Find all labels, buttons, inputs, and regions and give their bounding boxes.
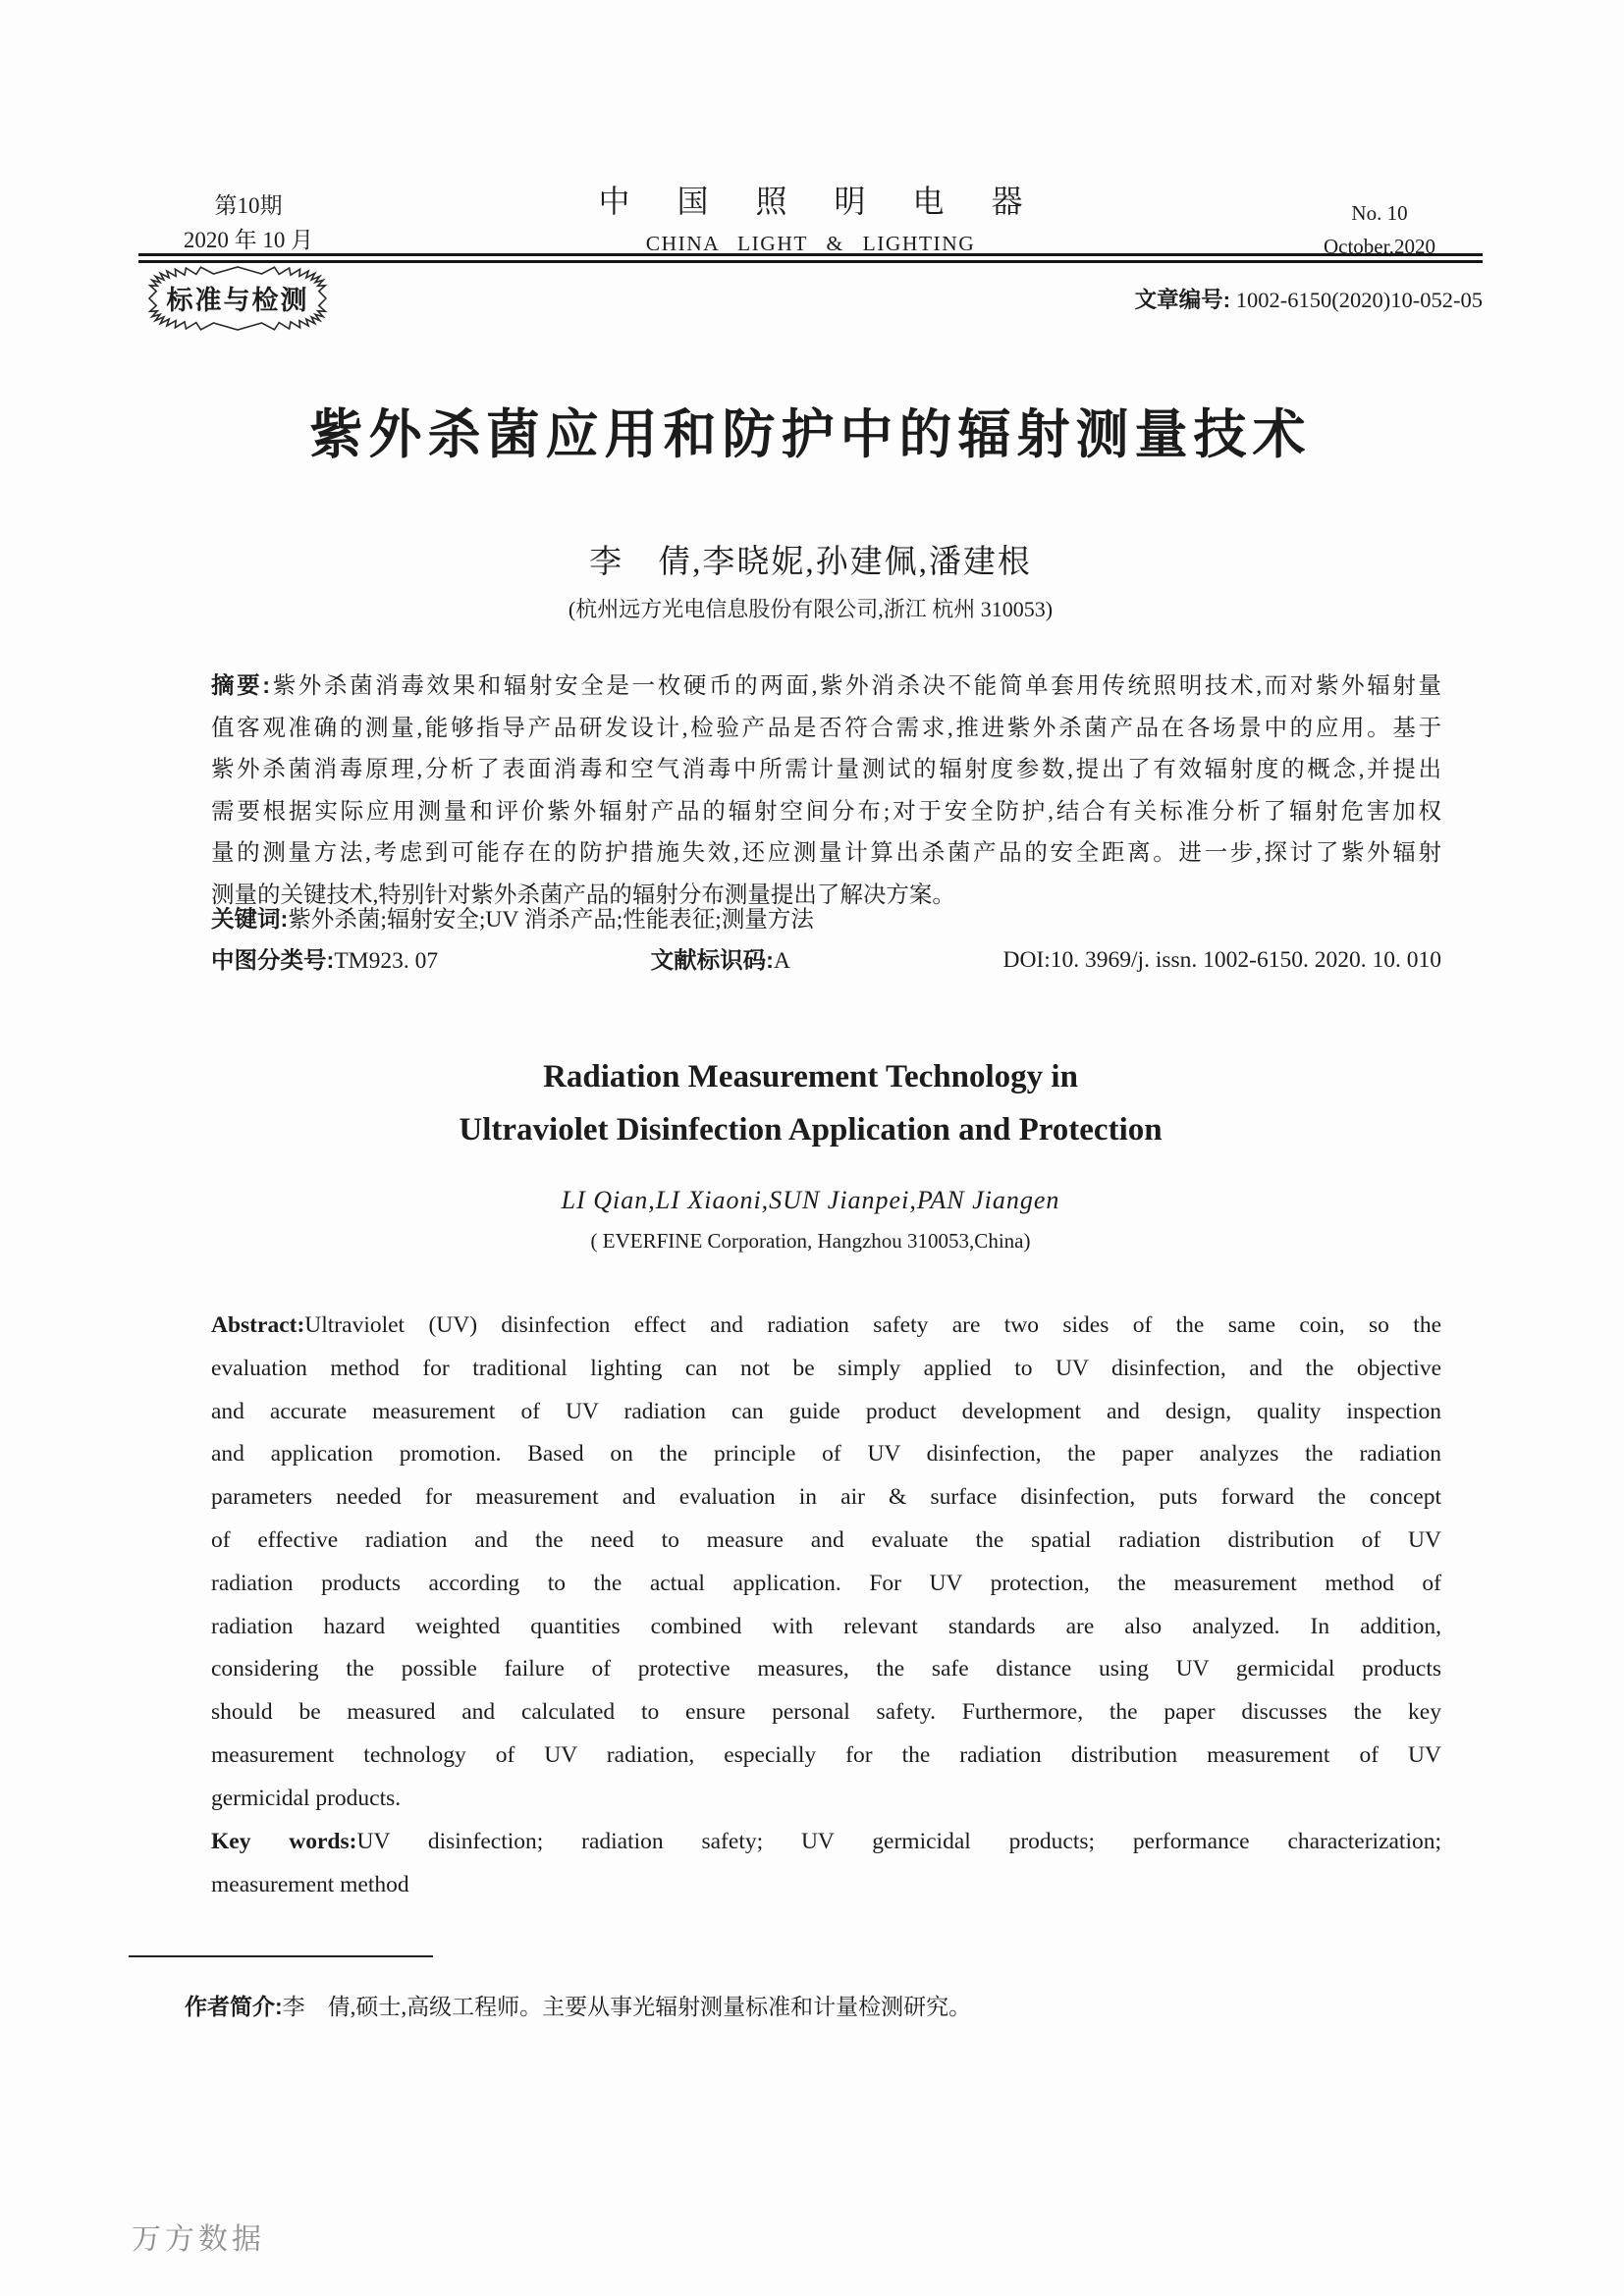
author-bio — [185, 1989, 971, 2021]
section-badge — [143, 263, 332, 334]
abstract-cn-first-line: 紫外杀菌消毒效果和辐射安全是一枚硬币的两面,紫外消杀决不能简单套用传统照明技术,而对紫外辐射量 — [270, 673, 1442, 699]
abstract-cn-line: 量的测量方法,考虑到可能存在的防护措施失效,还应测量计算出杀菌产品的安全距离。进一步,探讨了紫外辐射 — [211, 840, 1441, 866]
abstract-en-last-line: germicidal products. — [211, 1785, 402, 1811]
paper-title-cn: 紫外杀菌应用和防护中的辐射测量技术 — [309, 405, 1312, 464]
abstract-en-line: parameters needed for measurement and evaluation in air & surface disinfection, puts forward the concept — [211, 1484, 1441, 1511]
keywords-cn — [211, 898, 1441, 941]
abstract-en-lines — [211, 1348, 1441, 1778]
clc-label: 中图分类号: — [211, 947, 335, 973]
issue-number-en: No. 10 — [1351, 201, 1408, 225]
keywords-en-first-line: UV disinfection; radiation safety; UV germicidal products; performance characterization; — [356, 1829, 1442, 1854]
affiliation-cn: (杭州远方光电信息股份有限公司,浙江 杭州 310053) — [568, 597, 1054, 621]
abstract-en-line: evaluation method for traditional lighting can not be simply applied to UV disinfection, and the objective — [211, 1355, 1441, 1381]
issue-date-en: October,2020 — [1323, 235, 1436, 258]
abstract-cn-line: 值客观准确的测量,能够指导产品研发设计,检验产品是否符合需求,推进紫外杀菌产品在各场景中的应用。基于 — [211, 715, 1441, 741]
document-code — [651, 939, 790, 983]
paper-title-en-line2: Ultraviolet Disinfection Application and Protection — [459, 1112, 1163, 1148]
abstract-cn — [211, 665, 1441, 916]
paper-title-en-line1: Radiation Measurement Technology in — [543, 1059, 1078, 1095]
abstract-cn-line: 紫外杀菌消毒原理,分析了表面消毒和空气消毒中所需计量测试的辐射度参数,提出了有效辐射度的概念,并提出 — [211, 757, 1441, 782]
doc-code-label: 文献标识码: — [650, 947, 774, 973]
affiliation-en: ( EVERFINE Corporation, Hangzhou 310053,China) — [590, 1229, 1031, 1253]
section-badge-label: 标准与检测 — [166, 285, 309, 315]
clc-number — [211, 939, 438, 983]
abstract-en-first-line: Ultraviolet (UV) disinfection effect and radiation safety are two sides of the same coin, so the — [304, 1312, 1441, 1338]
masthead-journal — [138, 179, 1483, 263]
keywords-cn-value: 紫外杀菌;辐射安全;UV 消杀产品;性能表征;测量方法 — [288, 907, 814, 933]
keywords-cn-label: 关键词: — [211, 906, 289, 932]
keywords-en-last-line: measurement method — [211, 1871, 409, 1897]
abstract-en-line: radiation products according to the actual application. For UV protection, the measurement method of — [211, 1570, 1441, 1596]
journal-title-cn: 中国照明电器 — [598, 184, 1070, 219]
abstract-en-line: measurement technology of UV radiation, especially for the radiation distribution measurement of UV — [211, 1741, 1441, 1768]
masthead-double-rule — [138, 253, 1483, 263]
abstract-en-line: and application promotion. Based on the principle of UV disinfection, the paper analyzes the radiation — [211, 1441, 1441, 1468]
article-id-label: 文章编号: — [1134, 288, 1231, 312]
keywords-en-line — [211, 1821, 1441, 1864]
authors-en: LI Qian,LI Xiaoni,SUN Jianpei,PAN Jiangen — [561, 1186, 1060, 1214]
abstract-en-line: radiation hazard weighted quantities combined with relevant standards are also analyzed. In addition, — [211, 1613, 1441, 1639]
abstract-cn-line: 需要根据实际应用测量和评价紫外辐射产品的辐射空间分布;对于安全防护,结合有关标准分析了辐射危害加权 — [211, 798, 1441, 825]
footnote-rule — [129, 1955, 433, 1957]
issue-number-cn: 第10期 — [214, 193, 283, 218]
abstract-cn-last-line: 测量的关键技术,特别针对紫外杀菌产品的辐射分布测量提出了解决方案。 — [211, 881, 955, 908]
doi: DOI:10. 3969/j. issn. 1002-6150. 2020. 10. 010 — [1002, 947, 1441, 973]
issue-date-cn: 2020 年 10 月 — [183, 228, 314, 252]
journal-title-en: CHINA LIGHT & LIGHTING — [645, 232, 976, 255]
clc-value: TM923. 07 — [334, 948, 439, 974]
abstract-cn-line — [211, 665, 1441, 708]
abstract-en-label: Abstract: — [211, 1312, 305, 1338]
abstract-en-line: and accurate measurement of UV radiation can guide product development and design, quality inspection — [211, 1398, 1441, 1424]
abstract-en-line: of effective radiation and the need to measure and evaluate the spatial radiation distribution of UV — [211, 1526, 1441, 1553]
paper-title-en — [138, 1050, 1483, 1156]
authors-cn: 李 倩,李晓妮,孙建佩,潘建根 — [589, 545, 1032, 580]
article-id-value: 1002-6150(2020)10-052-05 — [1235, 288, 1483, 312]
doc-code-value: A — [773, 948, 790, 974]
keywords-en — [211, 1821, 1441, 1907]
abstract-en — [211, 1305, 1441, 1821]
article-id — [1135, 283, 1483, 314]
abstract-cn-label: 摘要: — [211, 672, 271, 698]
abstract-cn-lines — [211, 708, 1441, 875]
author-bio-value: 李 倩,硕士,高级工程师。主要从事光辐射测量标准和计量检测研究。 — [282, 1995, 972, 2019]
abstract-en-line: considering the possible failure of protective measures, the safe distance using UV germicidal products — [211, 1656, 1441, 1682]
abstract-en-line — [211, 1305, 1441, 1348]
classification-row — [211, 939, 1441, 983]
abstract-en-line: should be measured and calculated to ensure personal safety. Furthermore, the paper discusses the key — [211, 1699, 1441, 1726]
author-bio-label: 作者简介: — [185, 1994, 283, 2019]
keywords-en-label: Key words: — [211, 1829, 357, 1854]
wanfang-watermark: 万方数据 — [132, 2223, 265, 2256]
